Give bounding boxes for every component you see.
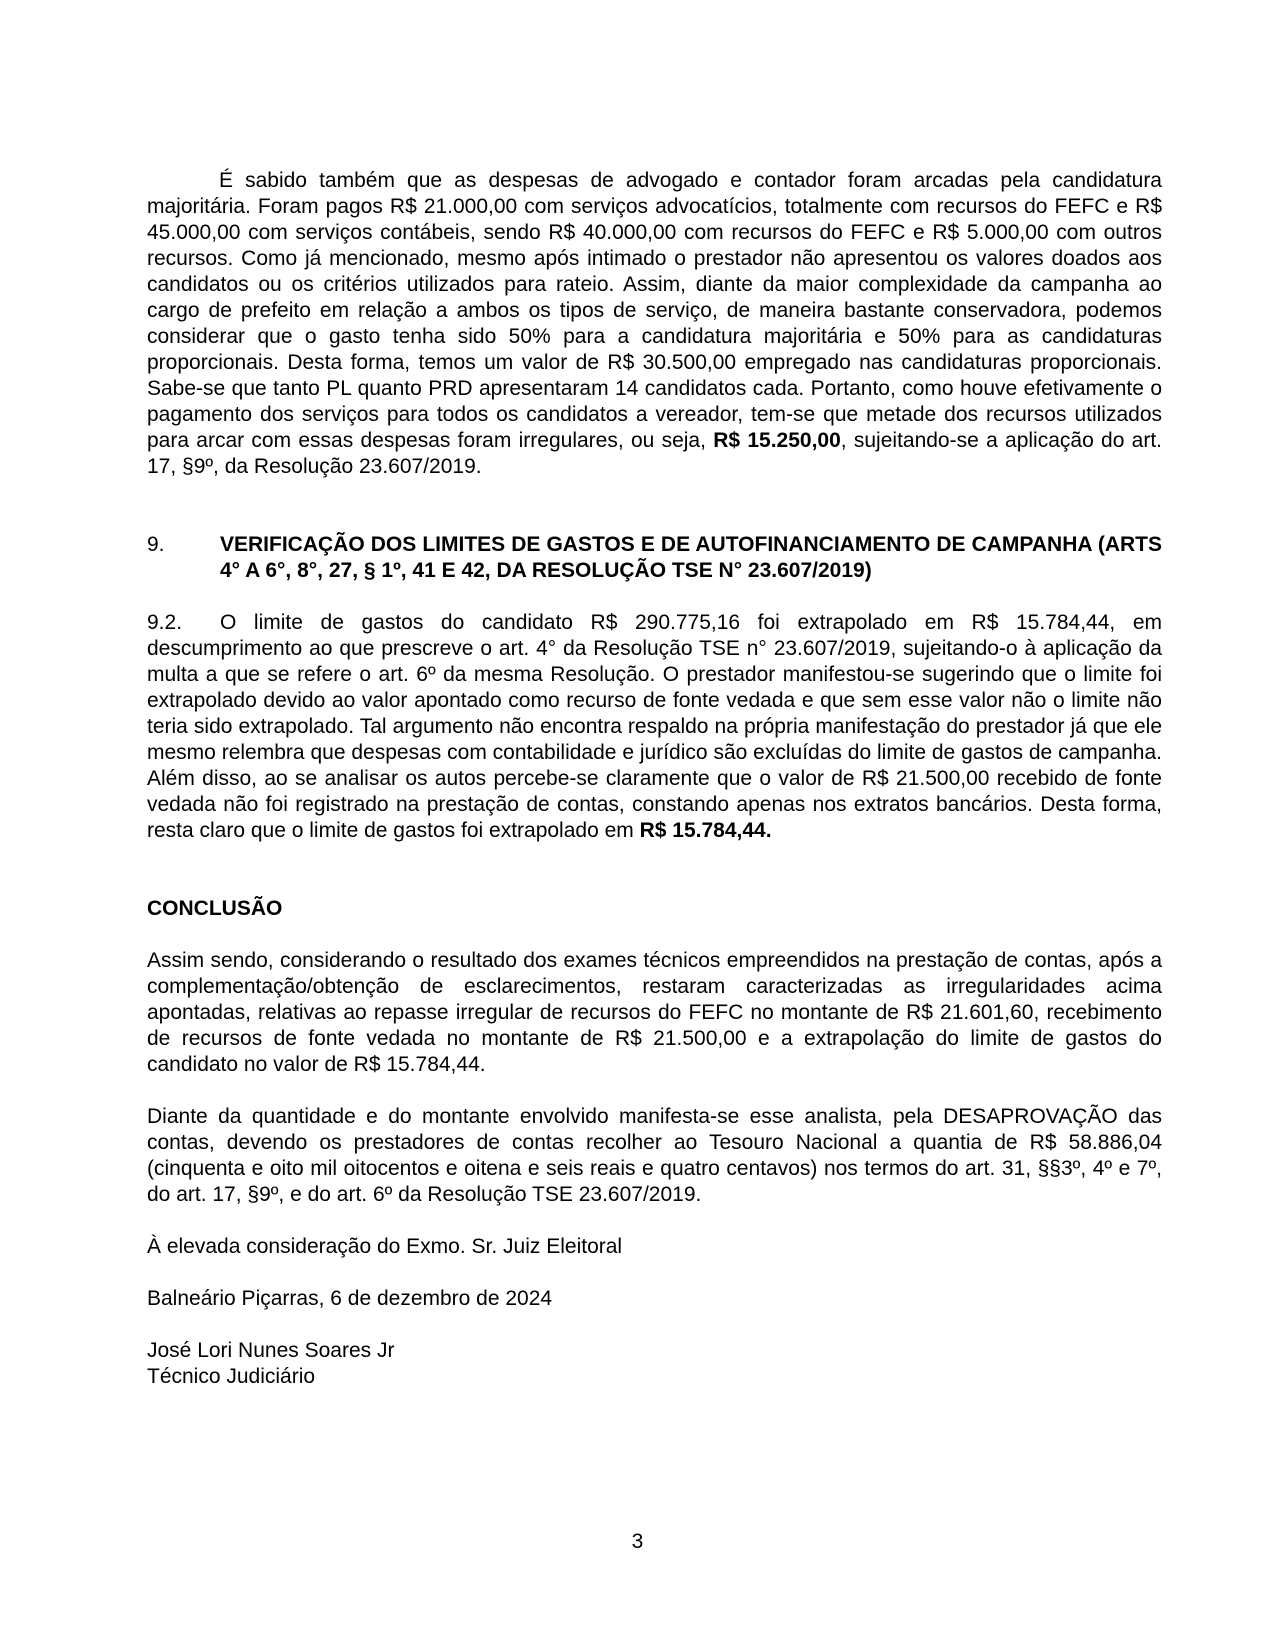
page-number: 3 [631,1530,644,1553]
paragraph-legal-costs [147,168,1162,480]
section-9-2-amount: R$ 15.784,44. [639,819,772,842]
paragraph-legal-costs-amount: R$ 15.250,00 [713,429,841,452]
conclusion-paragraph-1: Assim sendo, considerando o resultado dos exames técnicos empreendidos na prestação de contas, após a complementação/obtenção de esclarecimentos, restaram caracterizadas as irregularidades acima apontadas, relativas ao repasse irregular de recursos do FEFC no montante de R$ 21.601,60, recebimento de recursos de fonte vedada no montante de R$ 21.500,00 e a extrapolação do limite de gastos do candidato no valor de R$ 15.784,44. [147,949,1162,1076]
conclusion-paragraph-2: Diante da quantidade e do montante envolvido manifesta-se esse analista, pela DESAPROVAÇÃO das contas, devendo os prestadores de contas recolher ao Tesouro Nacional a quantia de R$ 58.886,04 (cinquenta e oito mil oitocentos e oitena e seis reais e quatro centavos) nos termos do art. 31, §§3º, 4º e 7º, do art. 17, §9º, e do art. 6º da Resolução TSE 23.607/2019. [147,1105,1162,1206]
signature-name: José Lori Nunes Soares Jr [147,1339,395,1362]
paragraph-legal-costs-tail: , sujeitando-se a aplicação do art. 17, §9º, da Resolução 23.607/2019. [147,429,1162,478]
document-page [147,168,1162,1390]
section-9-title: VERIFICAÇÃO DOS LIMITES DE GASTOS E DE AUTOFINANCIAMENTO DE CAMPANHA (ARTS 4° A 6°, 8°, 27, § 1º, 41 E 42, DA RESOLUÇÃO TSE N° 23.607/2019) [220,533,1162,582]
signature-role: Técnico Judiciário [147,1365,316,1388]
paragraph-legal-costs-text: É sabido também que as despesas de advogado e contador foram arcadas pela candidatura majoritária. Foram pagos R$ 21.000,00 com serviços advocatícios, totalmente com recursos do FEFC e R$ 45.000,00 com serviços contábeis, sendo R$ 40.000,00 com recursos do FEFC e R$ 5.000,00 com outros recursos. Como já mencionado, mesmo após intimado o prestador não apresentou os valores doados aos candidatos ou os critérios utilizados para rateio. Assim, diante da maior complexidade da campanha ao cargo de prefeito em relação a ambos os tipos de serviço, de maneira bastante conservadora, podemos considerar que o gasto tenha sido 50% para a candidatura majoritária e 50% para as candidaturas proporcionais. Desta forma, temos um valor de R$ 30.500,00 empregado nas candidaturas proporcionais. Sabe-se que tanto PL quanto PRD apresentaram 14 candidatos cada. Portanto, como houve efetivamente o pagamento dos serviços para todos os candidatos a vereador, tem-se que metade dos recursos utilizados para arcar com essas despesas foram irregulares, ou seja, [147,169,1162,452]
closing-line: À elevada consideração do Exmo. Sr. Juiz Eleitoral [147,1235,623,1258]
section-9-number: 9. [147,533,165,556]
conclusion-heading: CONCLUSÃO [147,897,283,920]
section-9-heading [147,532,1162,584]
section-9-2-paragraph [147,610,1162,844]
place-date: Balneário Piçarras, 6 de dezembro de 2024 [147,1287,553,1310]
section-9-2-text: O limite de gastos do candidato R$ 290.775,16 foi extrapolado em R$ 15.784,44, em descumprimento ao que prescreve o art. 4° da Resolução TSE n° 23.607/2019, sujeitando-o à aplicação da multa a que se refere o art. 6º da mesma Resolução. O prestador manifestou-se sugerindo que o limite foi extrapolado devido ao valor apontado como recurso de fonte vedada e que sem esse valor não o limite não teria sido extrapolado. Tal argumento não encontra respaldo na própria manifestação do prestador já que ele mesmo relembra que despesas com contabilidade e jurídico são excluídas do limite de gastos de campanha. Além disso, ao se analisar os autos percebe-se claramente que o valor de R$ 21.500,00 recebido de fonte vedada não foi registrado na prestação de contas, constando apenas nos extratos bancários. Desta forma, resta claro que o limite de gastos foi extrapolado em [147,611,1162,842]
signature-block [147,1338,1162,1390]
section-9-2-number: 9.2. [147,611,183,634]
